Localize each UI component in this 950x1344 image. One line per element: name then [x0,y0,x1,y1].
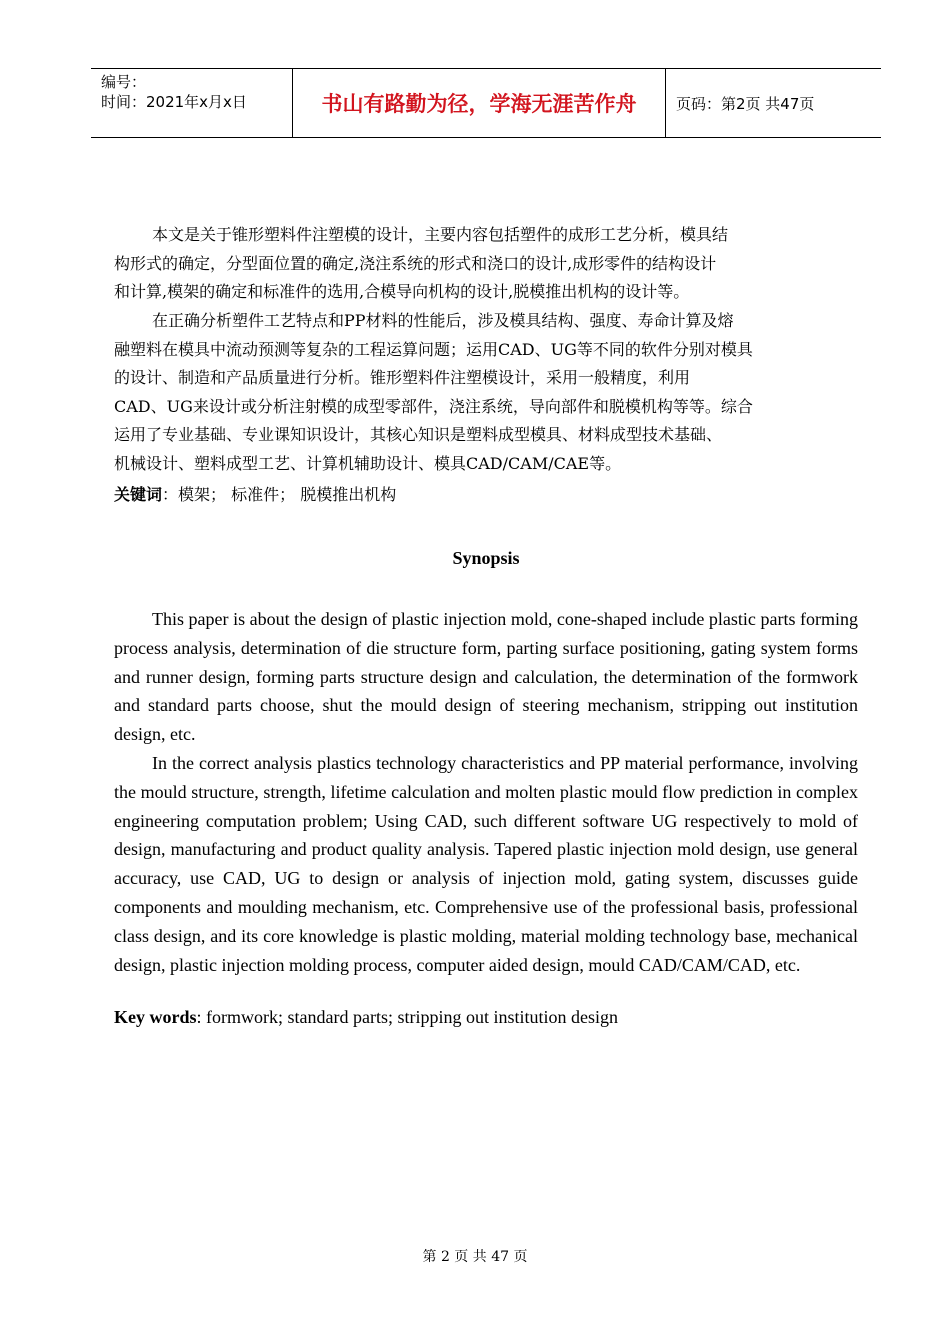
chinese-abstract-p1 [114,221,858,307]
header-motto: 书山有路勤为径，学海无涯苦作舟 [292,69,666,137]
text-line: 本文是关于锥形塑料件注塑模的设计，主要内容包括塑件的成形工艺分析，模具结 [152,225,729,244]
keywords-text: ：模架； 标准件； 脱模推出机构 [162,485,397,504]
synopsis-title: Synopsis [452,548,520,568]
chinese-keywords [114,481,396,509]
text-line: 的设计、制造和产品质量进行分析。锥形塑料件注塑模设计，采用一般精度，利用 [114,368,691,387]
text-line: 构形式的确定，分型面位置的确定,浇注系统的形式和浇口的设计,成形零件的结构设计 [114,253,717,273]
english-keywords [114,1007,618,1028]
key-words-text: : formwork; standard parts; stripping out institution design [196,1007,618,1027]
text-line: 运用了专业基础、专业课知识设计，其核心知识是塑料成型模具、材料成型技术基础、 [114,425,723,444]
text-line: CAD、UG来设计或分析注射模的成型零部件，浇注系统，导向部件和脱模机构等等。综合 [114,396,753,416]
keywords-label: 关键词 [114,485,163,504]
page-footer: 第 2 页 共 47 页 [422,1249,528,1265]
english-paragraph-1: This paper is about the design of plastic injection mold, cone-shaped include plastic parts forming process analysis, determination of die structure form, parting surface positioning, gating system forms and runner design, forming parts structure design and calculation, the determination of the formwork and standard parts choose, shut the mould design of steering mechanism, stripping out institution design, etc. [114,609,858,745]
number-label: 编号： [101,73,147,91]
text-line: 融塑料在模具中流动预测等复杂的工程运算问题；运用CAD、UG等不同的软件分别对模具 [114,339,753,359]
header-meta [91,69,292,137]
header-page-info: 页码：第2页 共47页 [676,94,815,113]
text-line: 机械设计、塑料成型工艺、计算机辅助设计、模具CAD/CAM/CAE等。 [114,453,622,473]
page-header [91,68,881,138]
english-abstract [114,605,858,979]
time-label: 时间：2021年x月x日 [101,93,247,111]
chinese-abstract-p2 [114,307,858,478]
text-line: 和计算,模架的确定和标准件的选用,合模导向机构的设计,脱模推出机构的设计等。 [114,282,690,301]
english-paragraph-2: In the correct analysis plastics technology characteristics and PP material performance, involving the mould structure, strength, lifetime calculation and molten plastic mould flow prediction in complex engineering computation problem; Using CAD, such different software UG respectively to mold of design, manufacturing and product quality analysis. Tapered plastic injection mold design, use general accuracy, use CAD, UG to design or analysis of injection mold, gating system, discusses guide components and moulding mechanism, etc. Comprehensive use of the professional basis, professional class design, and its core knowledge is plastic molding, material molding technology base, mechanical design, plastic injection molding process, computer aided design, mould CAD/CAM/CAD, etc. [114,752,858,975]
text-line: 在正确分析塑件工艺特点和PP材料的性能后，涉及模具结构、强度、寿命计算及熔 [152,311,734,330]
key-words-label: Key words [114,1007,197,1027]
